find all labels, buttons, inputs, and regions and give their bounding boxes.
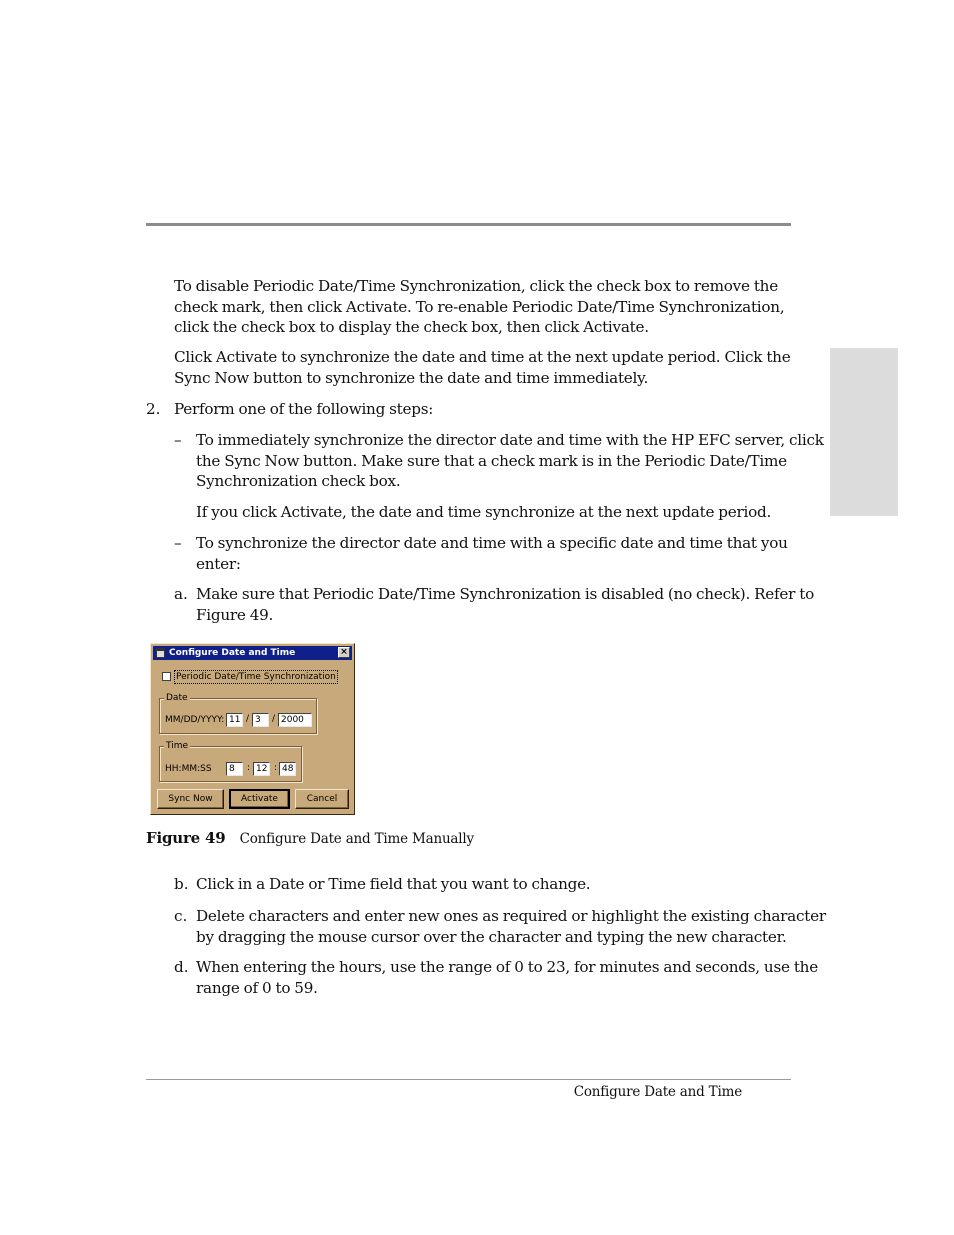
text-line: Synchronization check box. <box>196 472 401 490</box>
figure-number: Figure 49 <box>146 829 226 847</box>
bullet-2-text <box>196 533 788 574</box>
close-button[interactable] <box>338 647 350 658</box>
figure-caption-text: Configure Date and Time Manually <box>239 831 474 847</box>
date-group <box>159 693 317 734</box>
window-icon <box>156 648 165 658</box>
intro-paragraph-2 <box>174 347 790 388</box>
time-format-label: HH:MM:SS <box>165 764 212 774</box>
text-line: by dragging the mouse cursor over the character and typing the new character. <box>196 927 787 946</box>
text-line: Sync Now button to synchronize the date and time immediately. <box>174 368 649 387</box>
bullet-2-dash: – <box>174 534 182 552</box>
close-icon: × <box>340 647 348 657</box>
cancel-button[interactable]: Cancel <box>295 789 349 809</box>
periodic-sync-checkbox[interactable] <box>162 672 171 681</box>
top-rule <box>146 223 791 226</box>
configure-date-time-dialog <box>150 643 355 815</box>
step-b-marker: b. <box>174 875 189 893</box>
step-a-marker: a. <box>174 585 188 603</box>
footer-rule <box>146 1079 791 1080</box>
time-group <box>159 741 302 782</box>
step-d-marker: d. <box>174 958 189 976</box>
time-seconds-field[interactable]: 48 <box>279 762 296 776</box>
text-line: Delete characters and enter new ones as required or highlight the existing character <box>196 907 826 925</box>
figure-reference: Figure 49. <box>196 605 274 624</box>
step-c-marker: c. <box>174 907 188 925</box>
dialog-title: Configure Date and Time <box>169 648 296 658</box>
text-line: Click Activate to synchronize the date and time at the next update period. Click the <box>174 348 791 366</box>
step-2-text: Perform one of the following steps: <box>174 400 434 418</box>
bullet-1-text <box>196 430 824 492</box>
intro-paragraph-1 <box>174 276 784 338</box>
text-line: When entering the hours, use the range of 0 to 23, for minutes and seconds, use the <box>196 958 818 976</box>
text-line: Make sure that Periodic Date/Time Synchronization is disabled (no check). Refer to <box>196 585 814 603</box>
time-group-title: Time <box>166 741 189 751</box>
step-a-text <box>196 584 814 625</box>
text-line: the Sync Now button. Make sure that a check mark is in the Periodic Date/Time <box>196 451 787 470</box>
text-line: To synchronize the director date and time with a specific date and time that you <box>196 534 788 552</box>
date-month-field[interactable]: 11 <box>226 713 243 727</box>
periodic-sync-label[interactable]: Periodic Date/Time Synchronization <box>176 672 336 682</box>
date-group-title: Date <box>166 693 188 703</box>
step-c-text <box>196 906 826 947</box>
sync-now-button[interactable]: Sync Now <box>157 789 224 809</box>
date-format-label: MM/DD/YYYY: <box>165 715 225 725</box>
chapter-tab <box>830 348 898 516</box>
date-separator: / <box>246 714 250 724</box>
bullet-1-dash: – <box>174 431 182 449</box>
text-line: range of 0 to 59. <box>196 978 318 997</box>
date-separator: / <box>272 714 276 724</box>
text-line: check mark, then click Activate. To re-enable Periodic Date/Time Synchronization, <box>174 297 785 316</box>
bullet-1-note: If you click Activate, the date and time synchronize at the next update period. <box>196 503 772 521</box>
figure-caption <box>146 829 474 847</box>
step-b-text: Click in a Date or Time field that you want to change. <box>196 875 591 893</box>
date-year-field[interactable]: 2000 <box>278 713 312 727</box>
text-line: To immediately synchronize the director date and time with the HP EFC server, click <box>196 431 824 449</box>
step-2-number: 2. <box>146 400 161 418</box>
dialog-titlebar <box>153 646 352 660</box>
step-d-text <box>196 957 818 998</box>
text-line: To disable Periodic Date/Time Synchronization, click the check box to remove the <box>174 277 778 295</box>
running-footer: Configure Date and Time <box>573 1084 742 1100</box>
text-line: click the check box to display the check box, then click Activate. <box>174 318 649 336</box>
time-separator: : <box>274 763 278 773</box>
text-line: enter: <box>196 554 241 573</box>
time-minutes-field[interactable]: 12 <box>253 762 270 776</box>
time-hours-field[interactable]: 8 <box>226 762 243 776</box>
activate-button[interactable]: Activate <box>229 789 290 809</box>
date-day-field[interactable]: 3 <box>252 713 269 727</box>
time-separator: : <box>247 763 251 773</box>
